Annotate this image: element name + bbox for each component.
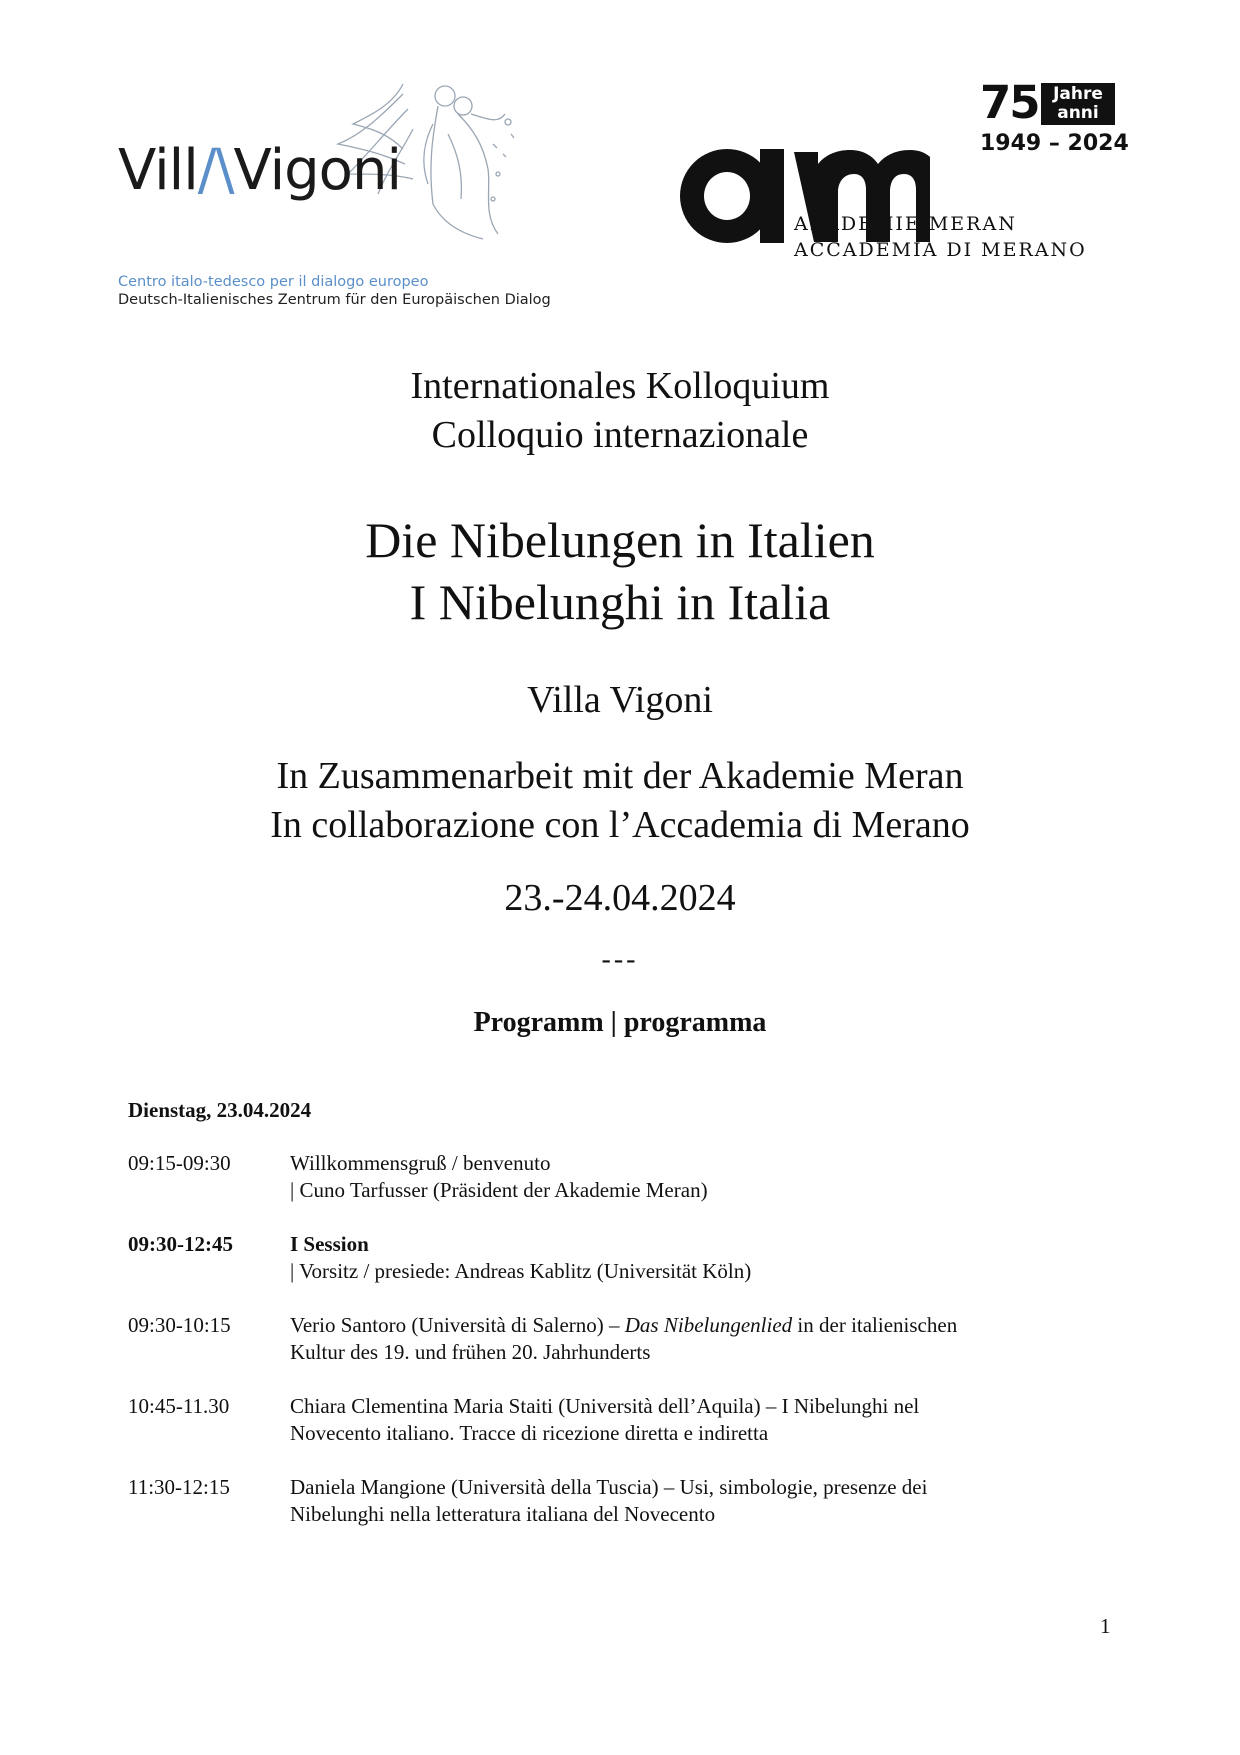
- schedule-entry: [128, 1150, 1128, 1204]
- program-heading: Programm | programma: [473, 1007, 767, 1038]
- anniversary-number: 75: [980, 76, 1039, 129]
- entry-line-2: Kultur des 19. und frühen 20. Jahrhunderts: [290, 1340, 651, 1364]
- collaboration-it: In collaborazione con l’Accademia di Merano: [270, 804, 970, 846]
- colloquium-heading-it: Colloquio internazionale: [431, 414, 809, 456]
- anniversary-jahre: Jahre: [1053, 84, 1103, 104]
- entry-time: 09:30-12:45: [128, 1232, 233, 1256]
- entry-line-2: Novecento italiano. Tracce di ricezione diretta e indiretta: [290, 1421, 769, 1445]
- schedule-entry: [128, 1312, 1128, 1366]
- vigoni-accent-v-icon: /\: [197, 138, 234, 203]
- collaboration-note: [0, 752, 1240, 850]
- page-number: 1: [1100, 1614, 1111, 1638]
- entry-description: [290, 1231, 1128, 1285]
- separator: ---: [601, 944, 639, 975]
- event-dates: 23.-24.04.2024: [504, 877, 736, 919]
- entry-time: 09:15-09:30: [128, 1151, 231, 1175]
- entry-time: 11:30-12:15: [128, 1475, 230, 1499]
- work-title: Das Nibelungenlied: [624, 1313, 793, 1337]
- schedule-list: [128, 1150, 1128, 1555]
- villa-vigoni-subtitle-it: Centro italo-tedesco per il dialogo europeo: [118, 274, 429, 290]
- entry-time: 09:30-10:15: [128, 1313, 231, 1337]
- event-title: [0, 509, 1240, 633]
- event-title-de: Die Nibelungen in Italien: [365, 512, 875, 568]
- akademie-meran-logo: [680, 76, 1130, 270]
- anniversary-anni: anni: [1057, 103, 1099, 123]
- entry-line-1: Daniela Mangione (Università della Tuscia) – Usi, simbologie, presenze dei: [290, 1475, 928, 1499]
- villa-vigoni-logo: [118, 74, 558, 314]
- entry-description: [290, 1312, 1128, 1366]
- entry-line-1: Verio Santoro (Università di Salerno) – Das Nibelungenlied in der italienischen: [290, 1313, 958, 1337]
- schedule-entry: [128, 1393, 1128, 1447]
- villa-vigoni-wordmark: Vill/\Vigoni: [118, 138, 401, 203]
- colloquium-heading-de: Internationales Kolloquium: [410, 365, 830, 407]
- akademie-meran-name: AKADEMIE MERAN: [794, 213, 1017, 235]
- villa-vigoni-subtitle-de: Deutsch-Italienisches Zentrum für den Europäischen Dialog: [118, 292, 551, 308]
- anniversary-badge: [1041, 83, 1115, 125]
- schedule-entry: [128, 1474, 1128, 1528]
- collaboration-de: In Zusammenarbeit mit der Akademie Meran: [276, 755, 964, 797]
- session-title: I Session: [290, 1232, 369, 1256]
- entry-description: [290, 1474, 1128, 1528]
- venue: Villa Vigoni: [527, 679, 713, 721]
- entry-description: [290, 1393, 1128, 1447]
- entry-time: 10:45-11.30: [128, 1394, 230, 1418]
- entry-line-2: | Cuno Tarfusser (Präsident der Akademie Meran): [290, 1178, 708, 1202]
- schedule-day-heading: Dienstag, 23.04.2024: [128, 1098, 312, 1122]
- entry-description: [290, 1150, 1128, 1204]
- entry-line-1: Chiara Clementina Maria Staiti (Università dell’Aquila) – I Nibelunghi nel: [290, 1394, 920, 1418]
- accademia-merano-name: ACCADEMIA DI MERANO: [794, 239, 1087, 261]
- colloquium-heading: [0, 362, 1240, 460]
- session-chair: | Vorsitz / presiede: Andreas Kablitz (Universität Köln): [290, 1259, 752, 1283]
- schedule-entry-session: [128, 1231, 1128, 1285]
- anniversary-years: 1949 – 2024: [980, 131, 1129, 156]
- entry-line-2: Nibelunghi nella letteratura italiana del Novecento: [290, 1502, 716, 1526]
- entry-line-1: Willkommensgruß / benvenuto: [290, 1151, 551, 1175]
- event-title-it: I Nibelunghi in Italia: [409, 574, 831, 630]
